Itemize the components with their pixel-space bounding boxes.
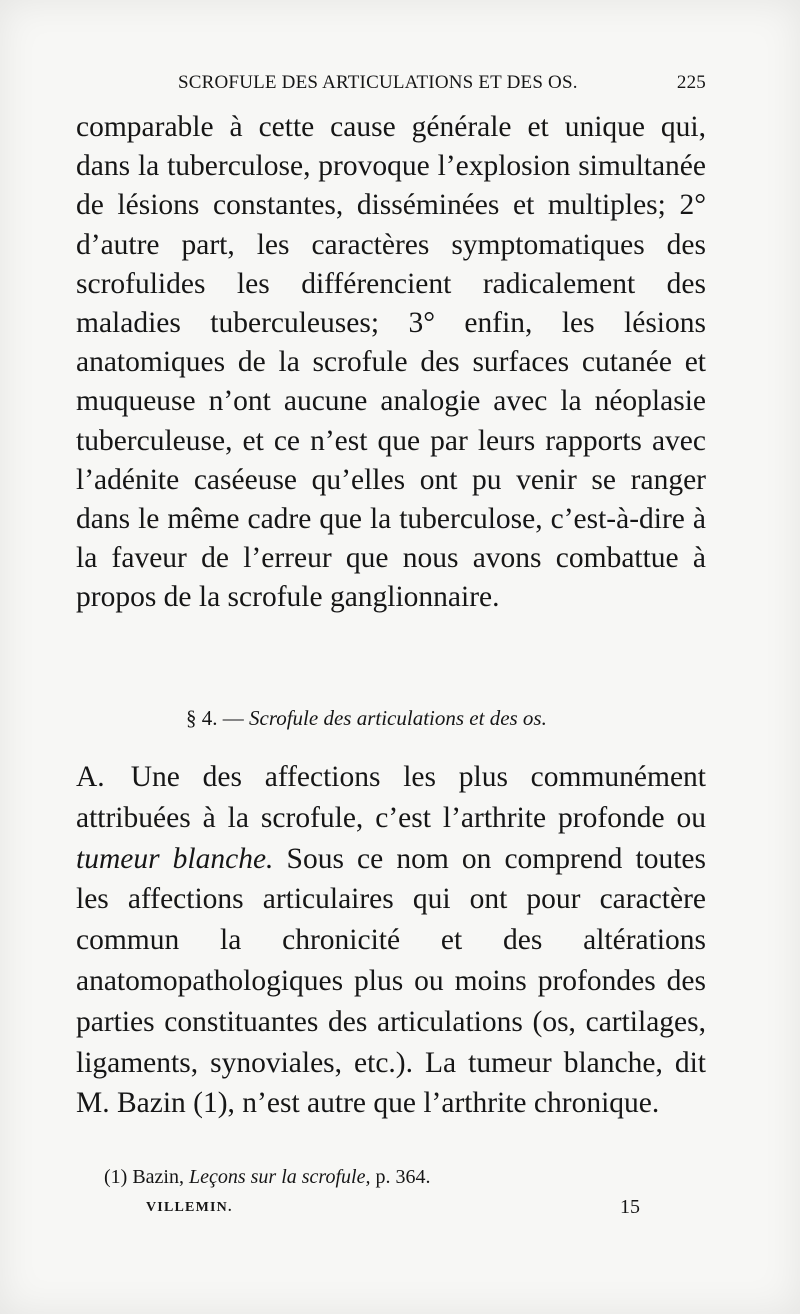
paragraph-2-lead: A. xyxy=(76,761,105,793)
section-heading xyxy=(186,706,606,731)
sheet-number: 15 xyxy=(620,1196,640,1218)
body-paragraph-2 xyxy=(76,757,706,1124)
footnote xyxy=(104,1166,664,1189)
page-number: 225 xyxy=(676,72,706,93)
header-title: SCROFULE DES ARTICULATIONS ET DES OS. xyxy=(178,72,578,93)
printer-signature: VILLEMIN. xyxy=(146,1200,233,1215)
paragraph-1-text: comparable à cette cause générale et unique qui, dans la tuberculose, provoque l’explosion simultanée de lésions constantes, disséminées et multiples; 2° d’autre part, les caractères symptomatiques des scrofulides les différencient radicalement des maladies tuberculeuses; 3° enfin, les lésions anatomiques de la scrofule des surfaces cutanée et muqueuse n’ont aucune analogie avec la néoplasie tuberculeuse, et ce n’est que par leurs rapports avec l’adénite caséeuse qu’elles ont pu venir se ranger dans le même cadre que la tuberculose, c’est-à-dire à la faveur de l’erreur que nous avons combattue à propos de la scrofule ganglionnaire. xyxy=(76,111,706,614)
body-paragraph-1 xyxy=(76,108,706,618)
section-title: Scrofule des articulations et des os. xyxy=(249,706,547,730)
section-number: § 4. — xyxy=(186,706,244,730)
footnote-title: Leçons sur la scrofule, xyxy=(188,1166,371,1188)
paragraph-2-part1: Une des affections les plus communément attribuées à la scrofule, c’est l’arthrite profonde ou xyxy=(76,761,706,834)
paragraph-2-emphasis: tumeur blanche. xyxy=(76,842,274,875)
footnote-marker: (1) Bazin, xyxy=(104,1166,184,1188)
paragraph-2-part2: Sous ce nom on comprend toutes les affections articulaires qui ont pour caractère commun la chronicité et des altérations anatomopathologiques plus ou moins profondes des parties constituantes des articulations (os, cartilages, ligaments, synoviales, etc.). La tumeur blanche, dit M. Bazin (1), n’est autre que l’arthrite chronique. xyxy=(76,842,706,1120)
footnote-page: p. 364. xyxy=(375,1166,431,1188)
